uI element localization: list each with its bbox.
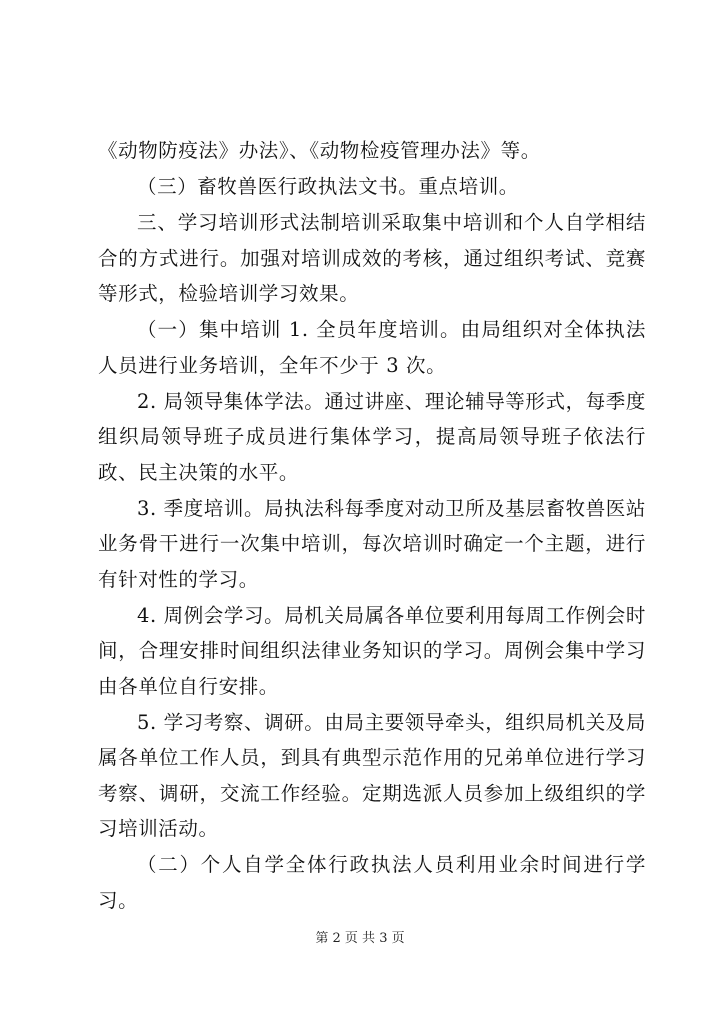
paragraph-study-visits: 5. 学习考察、调研。由局主要领导牵头，组织局机关及局属各单位工作人员，到具有典型示范作用的兄弟单位进行学习考察、调研，交流工作经验。定期选派人员参加上级组织的学习培训活动。 xyxy=(98,710,647,840)
document-body xyxy=(98,133,646,918)
paragraph-self-study: （二）个人自学全体行政执法人员利用业余时间进行学习。 xyxy=(98,853,646,912)
paragraph-law-list: 《动物防疫法》办法》、《动物检疫管理办法》等。 xyxy=(98,139,541,162)
paragraph-training-format: 三、学习培训形式法制培训采取集中培训和个人自学相结合的方式进行。加强对培训成效的考核，通过组织考试、竞赛等形式，检验培训学习效果。 xyxy=(98,211,646,305)
paragraph-centralized-training: （一）集中培训 1. 全员年度培训。由局组织对全体执法人员进行业务培训，全年不少于 3 次。 xyxy=(98,318,646,377)
paragraph-quarterly-training: 3. 季度培训。局执法科每季度对动卫所及基层畜牧兽医站业务骨干进行一次集中培训，每次培训时确定一个主题，进行有针对性的学习。 xyxy=(98,496,647,591)
paragraph-weekly-meeting: 4. 周例会学习。局机关局属各单位要利用每周工作例会时间，合理安排时间组织法律业务知识的学习。周例会集中学习由各单位自行安排。 xyxy=(98,603,647,698)
paragraph-leadership-study: 2. 局领导集体学法。通过讲座、理论辅导等形式，每季度组织局领导班子成员进行集体学习，提高局领导班子依法行政、民主决策的水平。 xyxy=(98,389,647,484)
page-number-footer: 第 2 页 共 3 页 xyxy=(315,931,405,946)
paragraph-section-three-docs: （三）畜牧兽医行政执法文书。重点培训。 xyxy=(137,175,519,198)
